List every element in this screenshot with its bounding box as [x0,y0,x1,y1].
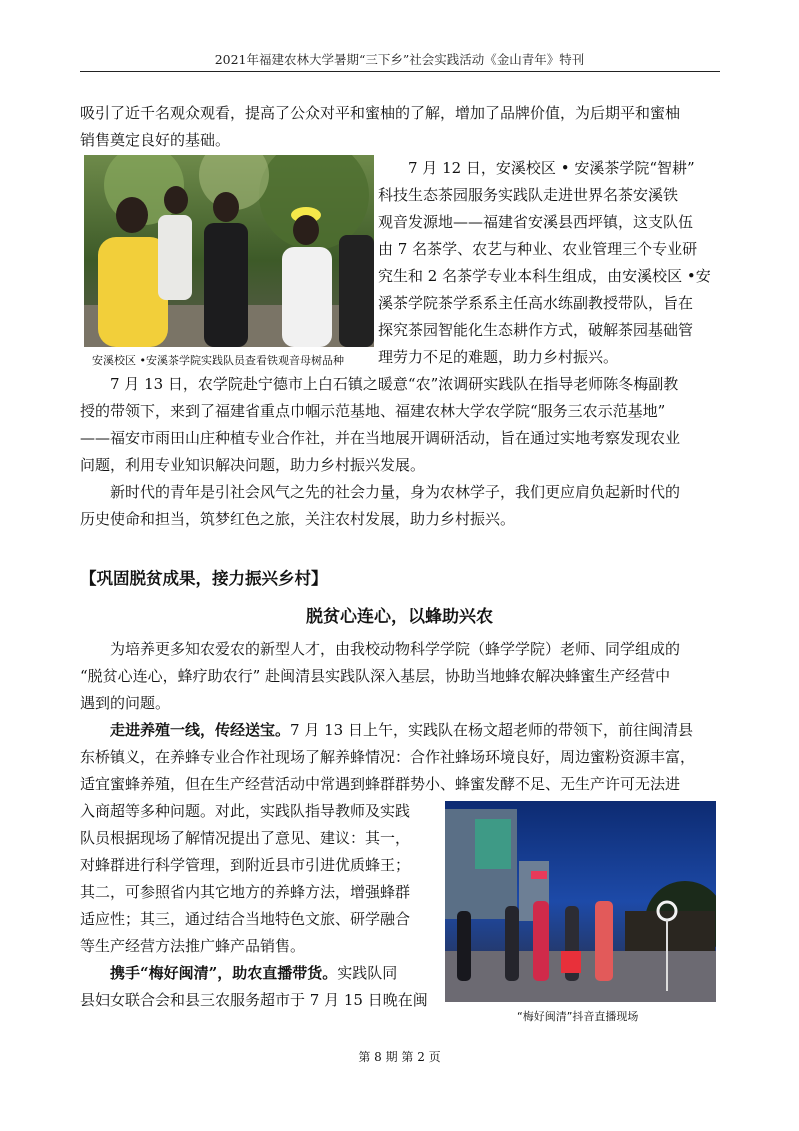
anxi-line-4: 由 7 名茶学、农艺与种业、农业管理三个专业研 [378,240,698,258]
bee-p1-line-2: 东桥镇义，在养蜂专业合作社现场了解养蜂情况：合作社蜂场环境良好，周边蜜粉资源丰富， [80,748,696,766]
bee-intro-line-1: 为培养更多知农爱农的新型人才，由我校动物科学学院（蜂学学院）老师、同学组成的 [110,640,681,658]
bee-p1-line-7: 其二，可参照省内其它地方的养蜂方法，增强蜂群 [80,883,411,901]
section-heading: 【巩固脱贫成果，接力振兴乡村】 [80,569,328,588]
nongxue-line-2: 授的带领下，来到了福建省重点巾帼示范基地、福建农林大学农学院“服务三农示范基地” [80,402,666,420]
anxi-photo-caption: 安溪校区 •安溪茶学院实践队员查看铁观音母树品种 [92,354,344,367]
bee-p1-line-4: 入商超等多种问题。对此，实践队指导教师及实践 [80,802,411,820]
bee-intro-line-3: 遇到的问题。 [80,694,171,712]
anxi-line-5: 究生和 2 名茶学专业本科生组成，由安溪校区 •安 [378,267,711,285]
anxi-line-7: 探究茶园智能化生态耕作方式，破解茶园基础管 [378,321,694,339]
anxi-tea-photo [84,155,374,347]
page-header: 2021年福建农林大学暑期“三下乡”社会实践活动《金山青年》特刊 [214,52,585,67]
bee-p2-line-1 [110,960,397,988]
bee-p2-line-1-text: 实践队同 [337,964,398,982]
nongxue-line-3: ——福安市雨田山庄种植专业合作社，并在当地展开调研活动，旨在通过实地考察发现农业 [80,429,681,447]
bee-p1-line-9: 等生产经营方法推广蜂产品销售。 [80,937,306,955]
bee-p1-line-3: 适宜蜜蜂养殖，但在生产经营活动中常遇到蜂群群势小、蜂蜜发酵不足、无生产许可无法进 [80,775,681,793]
bee-p1-line-1-text: 7 月 13 日上午，实践队在杨文超老师的带领下，前往闽清县 [290,721,693,739]
article-title: 脱贫心连心，以蜂助兴农 [306,607,493,627]
anxi-line-6: 溪茶学院茶学系系主任高水练副教授带队，旨在 [378,294,694,312]
bee-p1-line-8: 适应性；其三，通过结合当地特色文旅、研学融合 [80,910,411,928]
bee-p1-line-6: 对蜂群进行科学管理，到附近县市引进优质蜂王； [80,856,411,874]
nongxue-line-4: 问题，利用专业知识解决问题，助力乡村振兴发展。 [80,456,426,474]
bee-intro-line-2: “脱贫心连心，蜂疗助农行” 赴闽清县实践队深入基层，协助当地蜂农解决蜂蜜生产经营中 [80,667,671,685]
anxi-line-2: 科技生态茶园服务实践队走进世界名茶安溪铁 [378,186,679,204]
youth-line-2: 历史使命和担当，筑梦红色之旅，关注农村发展，助力乡村振兴。 [80,510,516,528]
anxi-line-3: 观音发源地——福建省安溪县西坪镇，这支队伍 [378,213,694,231]
nongxue-line-1: 7 月 13 日，农学院赴宁德市上白石镇之暖意“农”浓调研实践队在指导老师陈冬梅副教 [110,375,679,393]
bee-p2-line-2: 县妇女联合会和县三农服务超市于 7 月 15 日晚在闽 [80,991,428,1009]
intro-line-1: 吸引了近千名观众观看，提高了公众对平和蜜柚的了解，增加了品牌价值，为后期平和蜜柚 [80,104,681,122]
anxi-line-8: 理劳力不足的难题，助力乡村振兴。 [378,348,619,366]
intro-line-2: 销售奠定良好的基础。 [80,131,231,149]
bee-p1-line-1 [110,717,693,745]
youth-line-1: 新时代的青年是引社会风气之先的社会力量，身为农林学子，我们更应肩负起新时代的 [110,483,681,501]
page-footer: 第 8 期 第 2 页 [358,1050,441,1064]
bee-p1-lead: 走进养殖一线，传经送宝。 [110,721,291,739]
bee-p1-line-5: 队员根据现场了解情况提出了意见、建议：其一， [80,829,411,847]
livestream-photo [445,801,716,1002]
bee-p2-lead: 携手“梅好闽清”，助农直播带货。 [110,964,338,982]
livestream-photo-caption: “梅好闽清”抖音直播现场 [517,1010,639,1023]
header-rule [80,71,720,72]
anxi-line-1: 7 月 12 日，安溪校区 • 安溪茶学院“智耕” [408,159,695,177]
